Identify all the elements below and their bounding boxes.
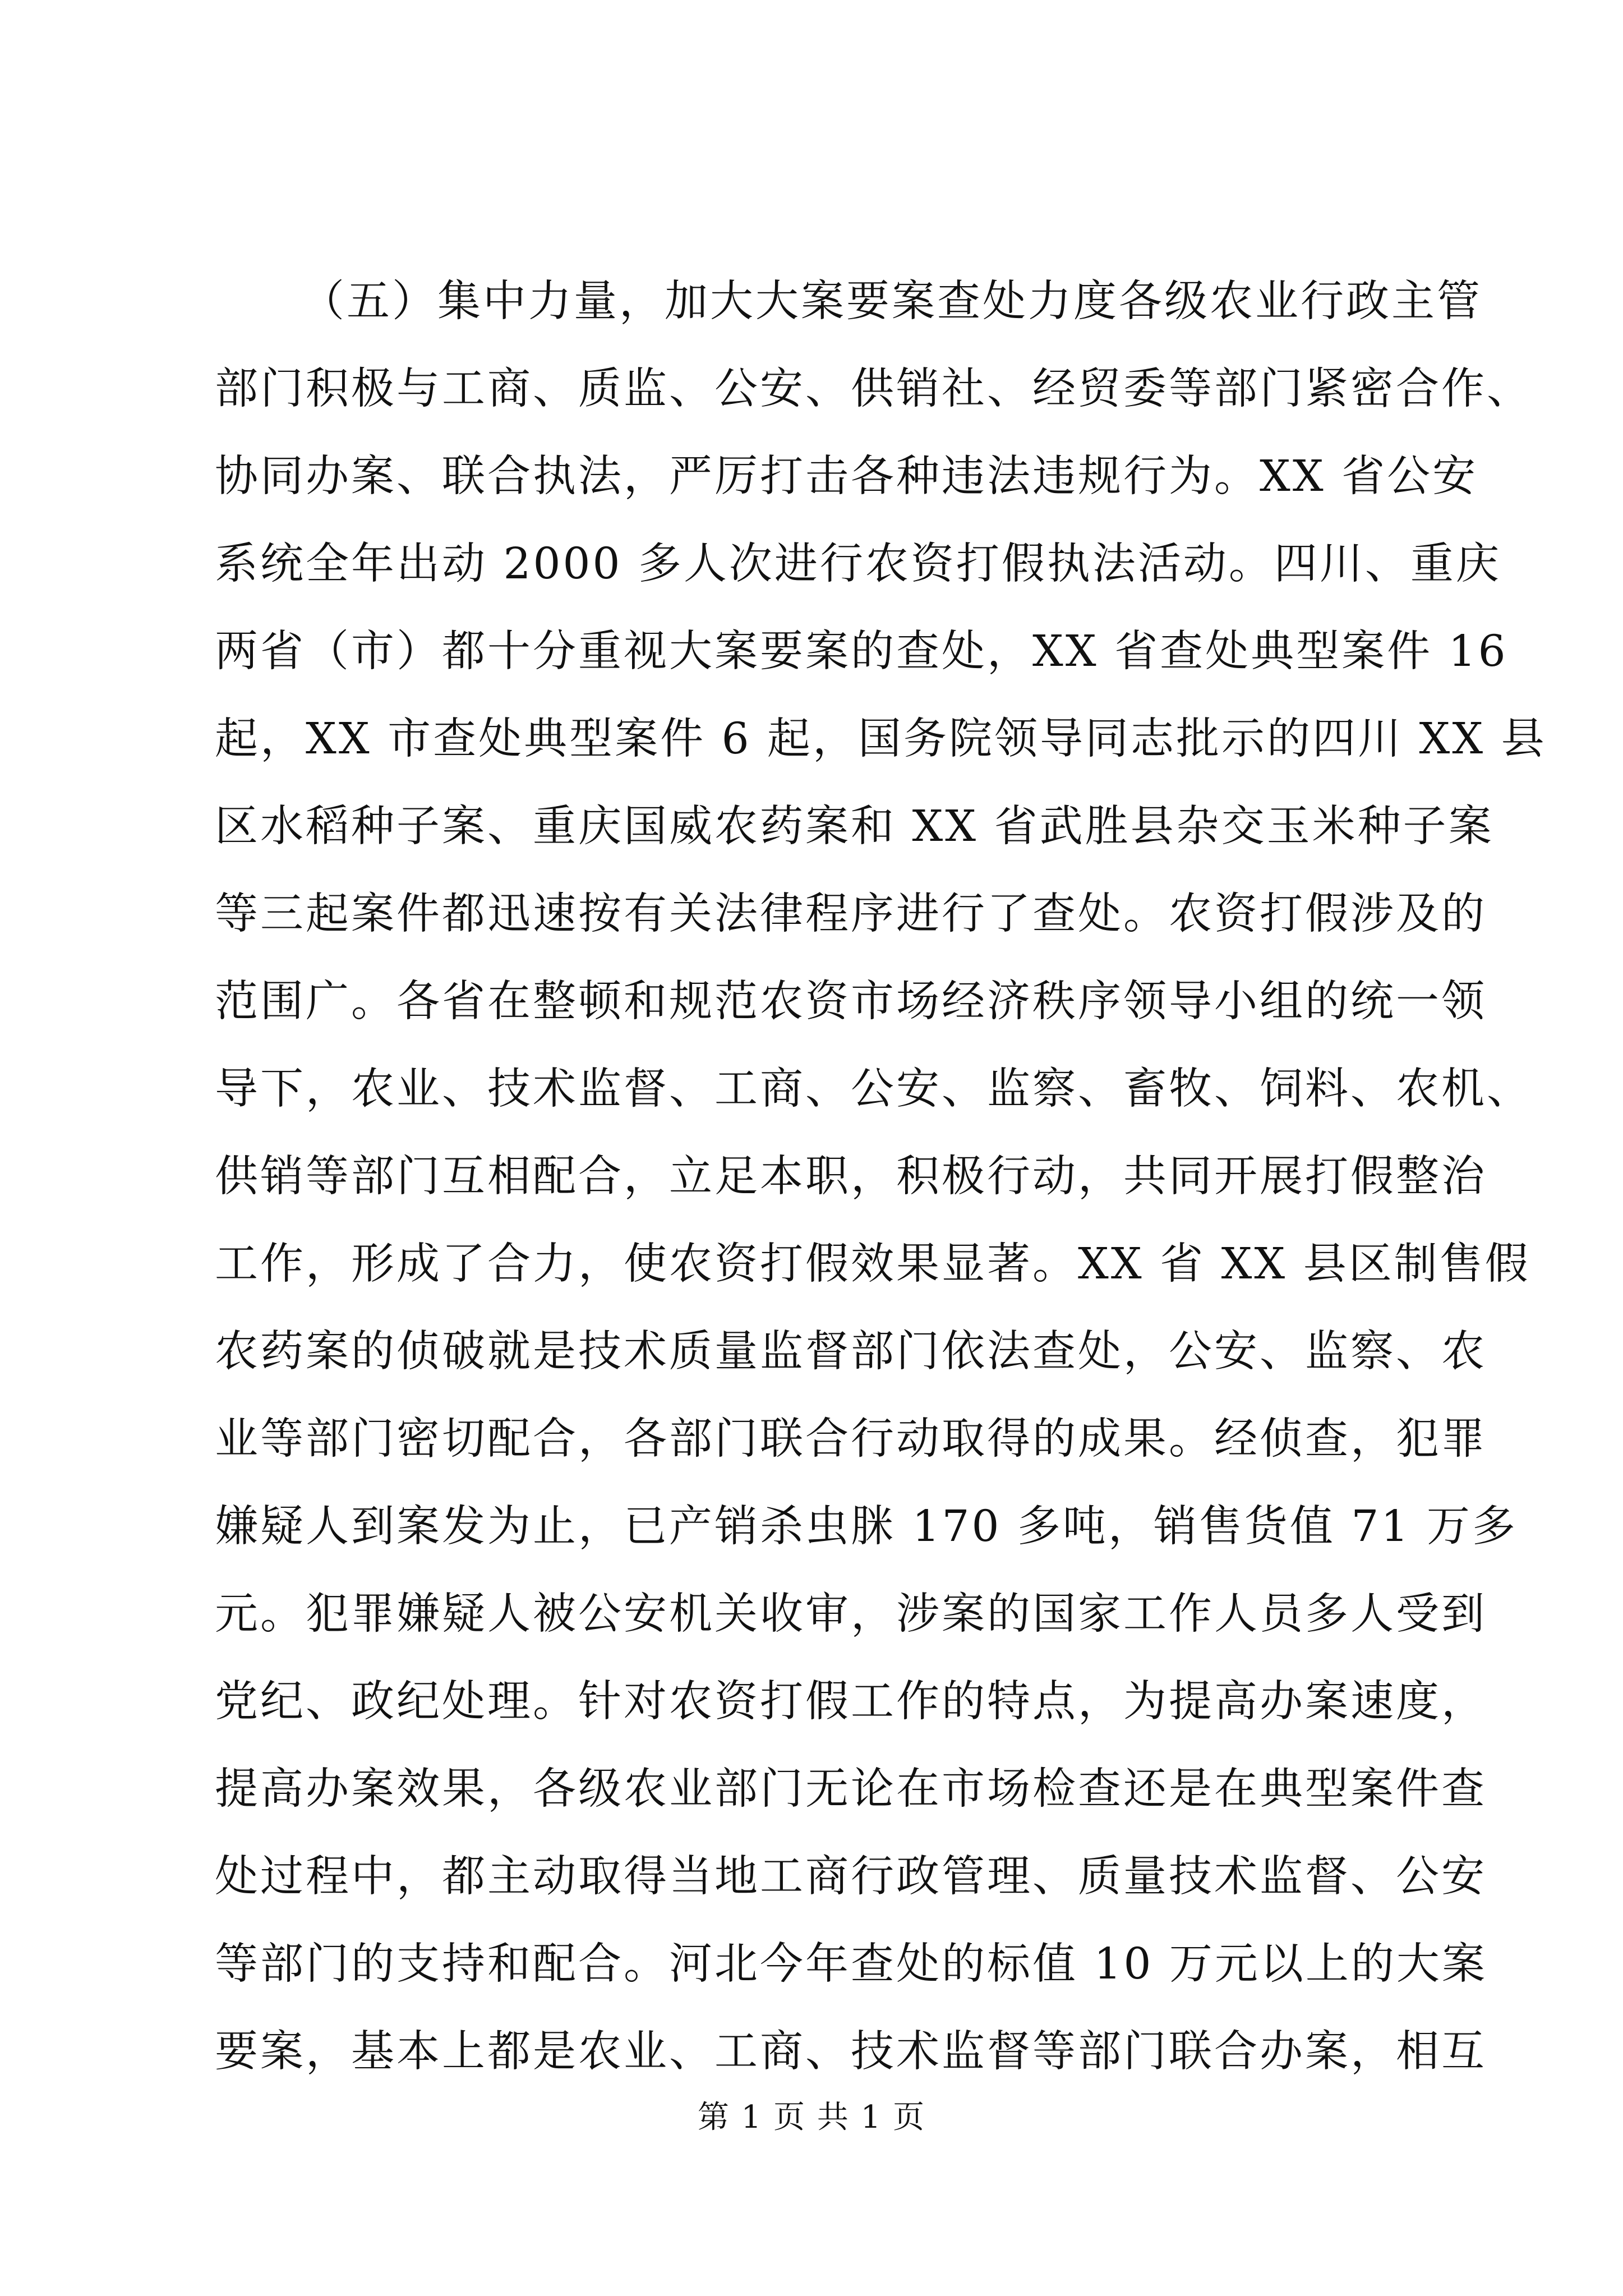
page-number: 第 1 页 共 1 页 bbox=[697, 2099, 926, 2136]
text-line: 工作，形成了合力，使农资打假效果显著。XX 省 XX 县区制售假 bbox=[215, 1239, 1530, 1289]
text-line: 农药案的侦破就是技术质量监督部门依法查处，公安、监察、农 bbox=[215, 1327, 1487, 1377]
text-line: 部门积极与工商、质监、公安、供销社、经贸委等部门紧密合作、 bbox=[215, 364, 1532, 414]
page-footer bbox=[0, 2095, 1623, 2140]
text-line: 起，XX 市查处典型案件 6 起，国务院领导同志批示的四川 XX 县 bbox=[215, 714, 1547, 764]
text-line: 供销等部门互相配合，立足本职，积极行动，共同开展打假整治 bbox=[215, 1152, 1487, 1202]
text-line: 系统全年出动 2000 多人次进行农资打假执法活动。四川、重庆 bbox=[215, 539, 1501, 589]
text-line: 元。犯罪嫌疑人被公安机关收审，涉案的国家工作人员多人受到 bbox=[215, 1589, 1487, 1639]
text-line: 党纪、政纪处理。针对农资打假工作的特点，为提高办案速度， bbox=[215, 1677, 1487, 1727]
text-line: 业等部门密切配合，各部门联合行动取得的成果。经侦查，犯罪 bbox=[215, 1414, 1487, 1464]
text-line: 要案，基本上都是农业、工商、技术监督等部门联合办案，相互 bbox=[215, 2027, 1487, 2077]
text-line: 两省（市）都十分重视大案要案的查处，XX 省查处典型案件 16 bbox=[215, 627, 1508, 677]
text-line: 处过程中，都主动取得当地工商行政管理、质量技术监督、公安 bbox=[215, 1852, 1487, 1902]
text-line: 导下，农业、技术监督、工商、公安、监察、畜牧、饲料、农机、 bbox=[215, 1064, 1532, 1114]
text-line: 嫌疑人到案发为止，已产销杀虫脒 170 多吨，销售货值 71 万多 bbox=[215, 1502, 1518, 1552]
text-line: 等部门的支持和配合。河北今年查处的标值 10 万元以上的大案 bbox=[215, 1939, 1487, 1989]
body-text bbox=[215, 258, 1547, 2096]
text-line: 提高办案效果，各级农业部门无论在市场检查还是在典型案件查 bbox=[215, 1764, 1487, 1814]
text-line: （五）集中力量，加大大案要案查处力度各级农业行政主管 bbox=[301, 277, 1482, 326]
text-line: 区水稻种子案、重庆国威农药案和 XX 省武胜县杂交玉米种子案 bbox=[215, 802, 1494, 852]
text-line: 范围广。各省在整顿和规范农资市场经济秩序领导小组的统一领 bbox=[215, 977, 1487, 1027]
text-line: 等三起案件都迅速按有关法律程序进行了查处。农资打假涉及的 bbox=[215, 889, 1487, 939]
text-line: 协同办案、联合执法，严厉打击各种违法违规行为。XX 省公安 bbox=[215, 452, 1478, 501]
